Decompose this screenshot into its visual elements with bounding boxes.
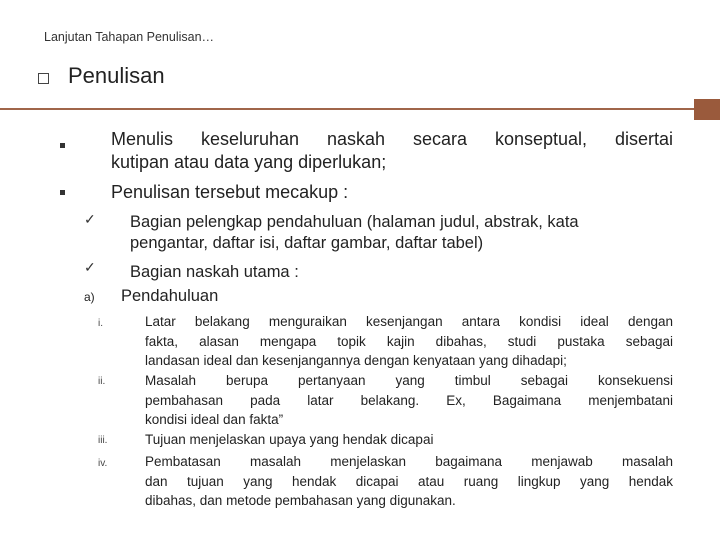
check-item xyxy=(130,212,579,254)
item-line: kondisi ideal dan fakta” xyxy=(145,412,284,427)
breadcrumb: Lanjutan Tahapan Penulisan… xyxy=(44,30,215,44)
roman-marker: i. xyxy=(98,318,103,329)
title-divider xyxy=(0,99,720,120)
sub-item-heading: Pendahuluan xyxy=(121,287,219,305)
check-line: Bagian naskah utama : xyxy=(130,263,299,281)
bullet-line: Menulis keseluruhan naskah secara konseptual, disertai xyxy=(111,129,673,149)
divider-line xyxy=(0,108,720,110)
roman-marker: iv. xyxy=(98,458,108,469)
roman-item xyxy=(145,371,673,430)
roman-item xyxy=(145,452,673,511)
item-line: Pembatasan masalah menjelaskan bagaimana menjawab masalah xyxy=(145,454,673,469)
checkmark-icon: ✓ xyxy=(84,259,96,275)
bullet-square-icon xyxy=(60,143,65,148)
roman-marker: iii. xyxy=(98,435,108,446)
roman-item xyxy=(145,430,673,450)
item-line: Masalah berupa pertanyaan yang timbul sebagai konsekuensi xyxy=(145,373,673,388)
sub-item-marker: a) xyxy=(84,290,95,304)
page-title: Penulisan xyxy=(68,63,165,88)
divider-accent-block xyxy=(694,99,720,120)
check-item xyxy=(130,262,299,283)
item-line: fakta, alasan mengapa topik kajin dibahas, studi pustaka sebagai xyxy=(145,333,673,349)
bullet-square-icon xyxy=(60,190,65,195)
item-line: dibahas, dan metode pembahasan yang digunakan. xyxy=(145,493,456,508)
bullet-line: kutipan atau data yang diperlukan; xyxy=(111,152,387,172)
title-bullet-square-icon xyxy=(38,73,49,84)
roman-item xyxy=(145,312,673,371)
item-line: landasan ideal dan kesenjangannya dengan kenyataan yang dihadapi; xyxy=(145,353,567,368)
bullet-item xyxy=(111,181,348,204)
roman-marker: ii. xyxy=(98,376,106,387)
bullet-line: Penulisan tersebut mecakup : xyxy=(111,182,349,202)
item-line: pembahasan pada latar belakang. Ex, Bagaimana menjembatani xyxy=(145,392,673,408)
checkmark-icon: ✓ xyxy=(84,211,96,227)
item-line: Tujuan menjelaskan upaya yang hendak dicapai xyxy=(145,432,434,447)
check-line: Bagian pelengkap pendahuluan (halaman judul, abstrak, kata xyxy=(130,213,579,231)
item-line: Latar belakang menguraikan kesenjangan antara kondisi ideal dengan xyxy=(145,314,673,329)
check-line: pengantar, daftar isi, daftar gambar, daftar tabel) xyxy=(130,234,484,252)
bullet-item xyxy=(111,128,673,174)
item-line: dan tujuan yang hendak dicapai atau ruang lingkup yang hendak xyxy=(145,473,673,489)
